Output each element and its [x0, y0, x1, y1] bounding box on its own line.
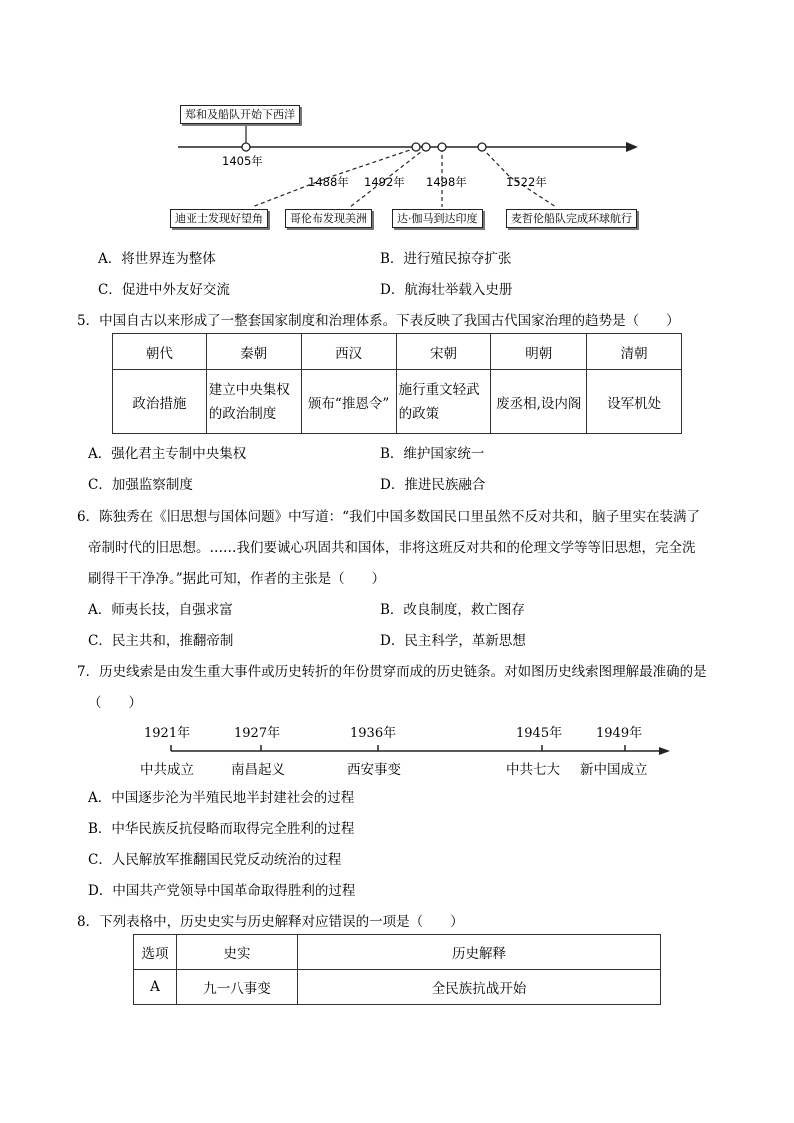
q4-top-event-box: 郑和及船队开始下西洋	[180, 105, 300, 124]
q4-year-1492: 1492年	[364, 175, 405, 189]
q6-option-d: D．民主科学，革新思想	[380, 633, 526, 649]
q7-year-1949: 1949年	[596, 726, 643, 741]
q4-option-d: D．航海壮举载入史册	[380, 282, 513, 298]
q5-stem: 5．中国自古以来形成了一整套国家制度和治理体系。下表反映了我国古代国家治理的趋势是（ ）	[77, 313, 680, 329]
q7-year-1936: 1936年	[350, 726, 397, 741]
q5-cell-qin-line1: 建立中央集权	[208, 381, 290, 398]
q5-header-ming: 明朝	[491, 334, 587, 370]
q6-stem-line2: 帝制时代的旧思想。……我们要诚心巩固共和国体，非将这班反对共和的伦理文学等等旧思想，完全洗	[88, 540, 696, 556]
q8-row-a-fact: 九一八事变	[177, 970, 298, 1005]
q7-option-d: D．中国共产党领导中国革命取得胜利的过程	[88, 883, 356, 899]
q7-year-1927: 1927年	[234, 726, 281, 741]
q4-event-box-columbus: 哥伦布发现美洲	[285, 209, 372, 228]
q4-option-c: C．促进中外友好交流	[98, 282, 230, 298]
q7-event-nanchang-uprising: 南昌起义	[231, 762, 285, 778]
q8-header-fact: 史实	[177, 935, 298, 970]
q7-option-b: B．中华民族反抗侵略而取得完全胜利的过程	[88, 821, 355, 837]
q8-table	[133, 934, 661, 1005]
q8-row-a-option: A	[134, 970, 177, 1005]
q5-header-qin: 秦朝	[206, 334, 301, 370]
q5-header-western-han: 西汉	[301, 334, 396, 370]
q5-header-dynasty: 朝代	[113, 334, 207, 370]
q5-option-c: C．加强监察制度	[88, 477, 193, 493]
q6-option-b: B．改良制度，救亡图存	[380, 602, 525, 618]
q7-event-new-china: 新中国成立	[580, 762, 648, 778]
q8-row-a-interpretation: 全民族抗战开始	[298, 970, 661, 1005]
q4-year-1405: 1405年	[222, 154, 263, 168]
q6-option-c: C．民主共和，推翻帝制	[88, 633, 234, 649]
q5-header-qing: 清朝	[587, 334, 682, 370]
q4-year-1522: 1522年	[506, 175, 547, 189]
q4-year-1488: 1488年	[308, 175, 349, 189]
q5-option-b: B．维护国家统一	[380, 446, 485, 462]
q5-row-label: 政治措施	[113, 370, 207, 434]
q8-header-option: 选项	[134, 935, 177, 970]
q4-timeline	[160, 95, 650, 235]
q5-cell-ming: 废丞相,设内阁	[491, 370, 587, 434]
q5-cell-qin	[206, 370, 301, 434]
q7-year-1921: 1921年	[144, 726, 191, 741]
q5-cell-qing: 设军机处	[587, 370, 682, 434]
q7-event-seventh-congress: 中共七大	[506, 762, 560, 778]
q7-option-a: A．中国逐步沦为半殖民地半封建社会的过程	[88, 790, 355, 806]
q4-option-a: A．将世界连为整体	[98, 251, 216, 267]
q5-cell-song-line2: 的政策	[398, 405, 440, 422]
q4-event-box-diaz: 迪亚士发现好望角	[170, 209, 268, 228]
q4-year-1498: 1498年	[426, 175, 467, 189]
q8-stem: 8．下列表格中，历史史实与历史解释对应错误的一项是（ ）	[77, 914, 464, 930]
q5-table	[112, 333, 682, 434]
q5-cell-song-line1: 施行重文轻武	[398, 381, 480, 398]
q7-stem-line1: 7．历史线索是由发生重大事件或历史转折的年份贯穿而成的历史链条。对如图历史线索图理解最准确的是	[77, 664, 707, 680]
q6-option-a: A．师夷长技，自强求富	[88, 602, 233, 618]
q5-option-a: A．强化君主专制中央集权	[88, 446, 247, 462]
q5-header-song: 宋朝	[396, 334, 491, 370]
q7-timeline	[130, 718, 680, 780]
q4-event-box-magellan: 麦哲伦船队完成环球航行	[506, 209, 637, 228]
q8-header-interpretation: 历史解释	[298, 935, 661, 970]
q7-event-xian-incident: 西安事变	[347, 762, 401, 778]
q5-option-d: D．推进民族融合	[380, 477, 486, 493]
q7-stem-line2: （ ）	[88, 695, 142, 711]
q4-option-b: B．进行殖民掠夺扩张	[380, 251, 512, 267]
q7-year-1945: 1945年	[516, 726, 563, 741]
q4-event-box-dagama: 达·伽马到达印度	[392, 209, 483, 228]
q6-stem-line3: 刷得干干净净。”据此可知，作者的主张是（ ）	[88, 571, 386, 587]
q5-cell-qin-line2: 的政治制度	[208, 405, 277, 422]
q7-event-ccp-founded: 中共成立	[140, 762, 194, 778]
q5-cell-western-han: 颁布“推恩令”	[301, 370, 396, 434]
q5-cell-song	[396, 370, 491, 434]
q6-stem-line1: 6．陈独秀在《旧思想与国体问题》中写道：“我们中国多数国民口里虽然不反对共和，脑子里实在装满了	[77, 509, 700, 525]
q7-option-c: C．人民解放军推翻国民党反动统治的过程	[88, 852, 342, 868]
